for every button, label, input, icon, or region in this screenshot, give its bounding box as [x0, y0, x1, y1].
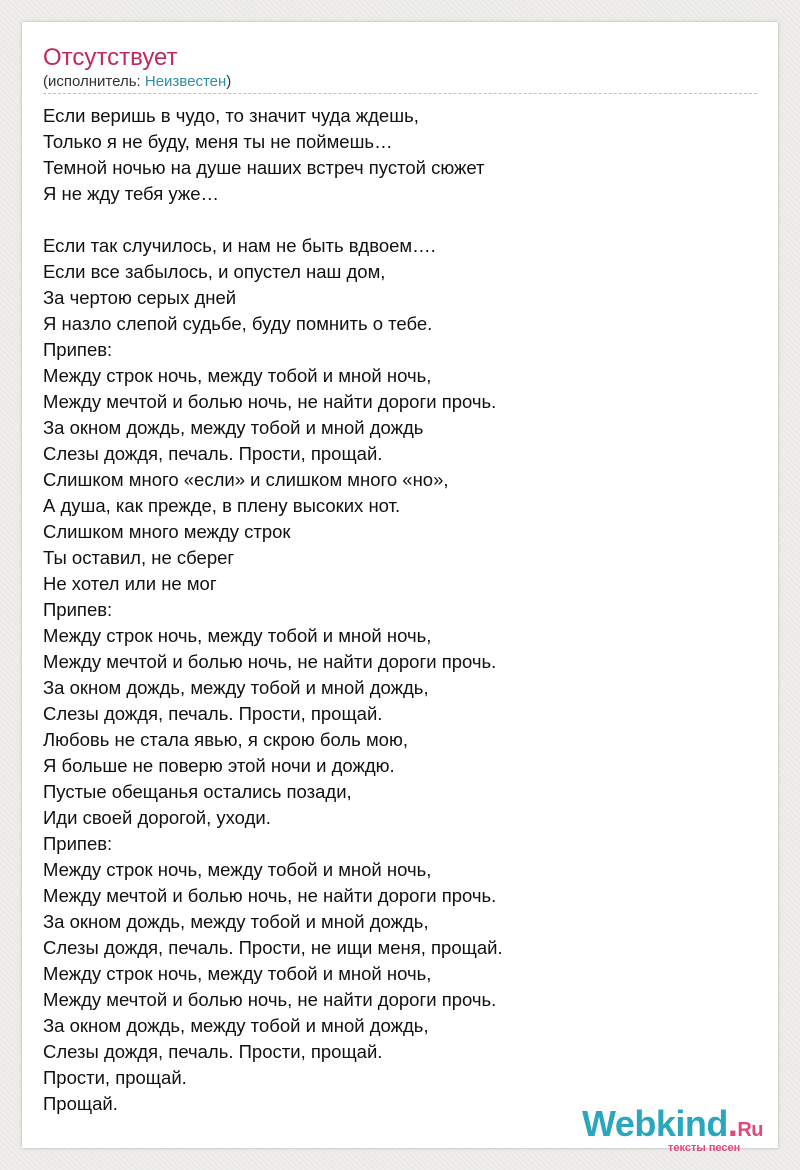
lyric-line: Прощай.	[43, 1093, 118, 1114]
site-logo[interactable]	[582, 1103, 782, 1154]
lyric-line: Не хотел или не мог	[43, 573, 217, 594]
lyric-line: Между строк ночь, между тобой и мной ночь,	[43, 859, 432, 880]
lyric-line: Если все забылось, и опустел наш дом,	[43, 261, 386, 282]
lyric-line: За окном дождь, между тобой и мной дождь	[43, 417, 424, 438]
lyric-line: Прости, прощай.	[43, 1067, 187, 1088]
lyric-line: Слезы дождя, печаль. Прости, прощай.	[43, 703, 383, 724]
lyric-line: Я назло слепой судьбе, буду помнить о тебе.	[43, 313, 433, 334]
artist-prefix: (исполнитель:	[43, 73, 145, 90]
lyric-line: За окном дождь, между тобой и мной дождь,	[43, 677, 429, 698]
lyric-line: Ты оставил, не сберег	[43, 547, 235, 568]
lyric-line: Только я не буду, меня ты не поймешь…	[43, 131, 393, 152]
lyric-line: Припев:	[43, 339, 113, 360]
lyric-line	[43, 207, 763, 233]
lyric-line: А душа, как прежде, в плену высоких нот.	[43, 495, 401, 516]
logo-wordmark: Webkind.Ru	[582, 1103, 764, 1144]
lyric-line: Между строк ночь, между тобой и мной ночь,	[43, 365, 432, 386]
lyric-line: Припев:	[43, 833, 113, 854]
lyric-line: Между строк ночь, между тобой и мной ночь,	[43, 963, 432, 984]
lyric-line: Припев:	[43, 599, 113, 620]
artist-line	[43, 73, 231, 91]
lyric-line: Темной ночью на душе наших встреч пустой сюжет	[43, 157, 485, 178]
lyric-line: Между мечтой и болью ночь, не найти дороги прочь.	[43, 989, 497, 1010]
title-divider	[43, 93, 757, 94]
lyric-line: Слишком много «если» и слишком много «но»,	[43, 469, 449, 490]
lyric-line: Между строк ночь, между тобой и мной ночь,	[43, 625, 432, 646]
lyric-line: Между мечтой и болью ночь, не найти дороги прочь.	[43, 885, 497, 906]
lyric-line: Между мечтой и болью ночь, не найти дороги прочь.	[43, 651, 497, 672]
lyric-line: Иди своей дорогой, уходи.	[43, 807, 271, 828]
lyrics-card	[22, 22, 778, 1154]
lyric-line: Если веришь в чудо, то значит чуда ждешь,	[43, 105, 419, 126]
lyric-line: Я больше не поверю этой ночи и дождю.	[43, 755, 395, 776]
lyric-line: За окном дождь, между тобой и мной дождь,	[43, 1015, 429, 1036]
lyric-line: Если так случилось, и нам не быть вдвоем….	[43, 235, 436, 256]
lyric-line: Слезы дождя, печаль. Прости, прощай.	[43, 443, 383, 464]
lyric-line: Слишком много между строк	[43, 521, 291, 542]
lyric-line: Слезы дождя, печаль. Прости, не ищи меня, прощай.	[43, 937, 503, 958]
lyric-line: Слезы дождя, печаль. Прости, прощай.	[43, 1041, 383, 1062]
lyric-line: Пустые обещанья остались позади,	[43, 781, 352, 802]
lyric-line: За чертою серых дней	[43, 287, 237, 308]
lyric-line: Я не жду тебя уже…	[43, 183, 220, 204]
artist-link[interactable]: Неизвестен	[144, 73, 227, 90]
song-title: Отсутствует	[43, 44, 178, 71]
lyric-line: Любовь не стала явью, я скрою боль мою,	[43, 729, 408, 750]
lyric-line: Между мечтой и болью ночь, не найти дороги прочь.	[43, 391, 497, 412]
artist-suffix: )	[226, 73, 232, 90]
lyrics-text	[43, 103, 763, 1117]
lyric-line: За окном дождь, между тобой и мной дождь,	[43, 911, 429, 932]
logo-tagline: тексты песен	[668, 1142, 741, 1154]
